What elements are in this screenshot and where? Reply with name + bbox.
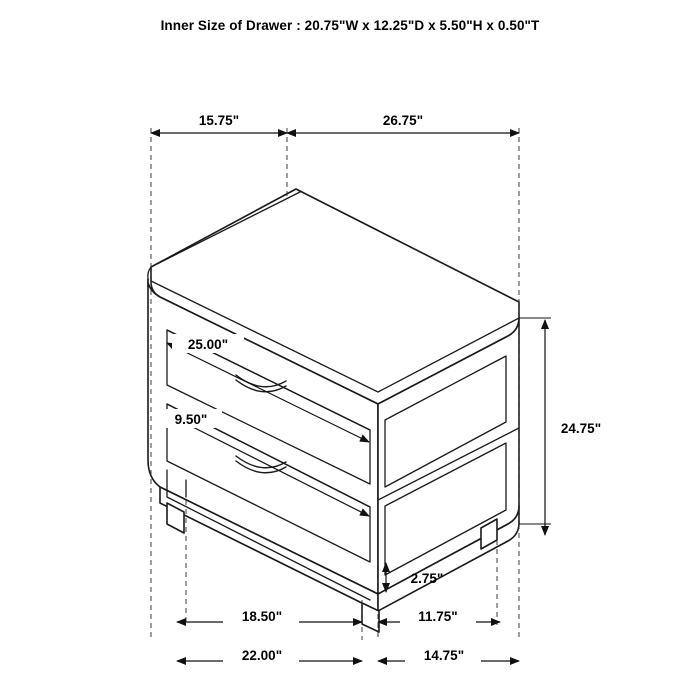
dimension-lower-right [378,606,500,625]
dimension-label-drawer-height: 9.50" [174,412,208,427]
dimension-top-right [287,113,519,133]
dimension-label-top-left: 15.75" [198,113,240,128]
dimension-label-bottom-right: 14.75" [423,648,465,663]
dimension-label-lower-left: 18.50" [241,609,283,624]
dimension-lower-left [177,606,362,625]
dimension-bottom-left [177,645,362,664]
dimension-label-overall-height: 24.75" [560,421,602,436]
dimension-overall-height [519,318,601,535]
dimension-top-left [151,113,287,133]
page-title: Inner Size of Drawer : 20.75"W x 12.25"D x 5.50"H x 0.50"T [160,18,540,33]
dimension-label-drawer-width: 25.00" [187,337,229,352]
dimension-bottom-right [378,645,519,664]
dimension-label-top-right: 26.75" [382,113,424,128]
dimension-label-lower-right: 11.75" [418,609,458,624]
dimension-label-bottom-left: 22.00" [241,648,283,663]
dimension-label-leg-height: 2.75" [410,571,444,586]
